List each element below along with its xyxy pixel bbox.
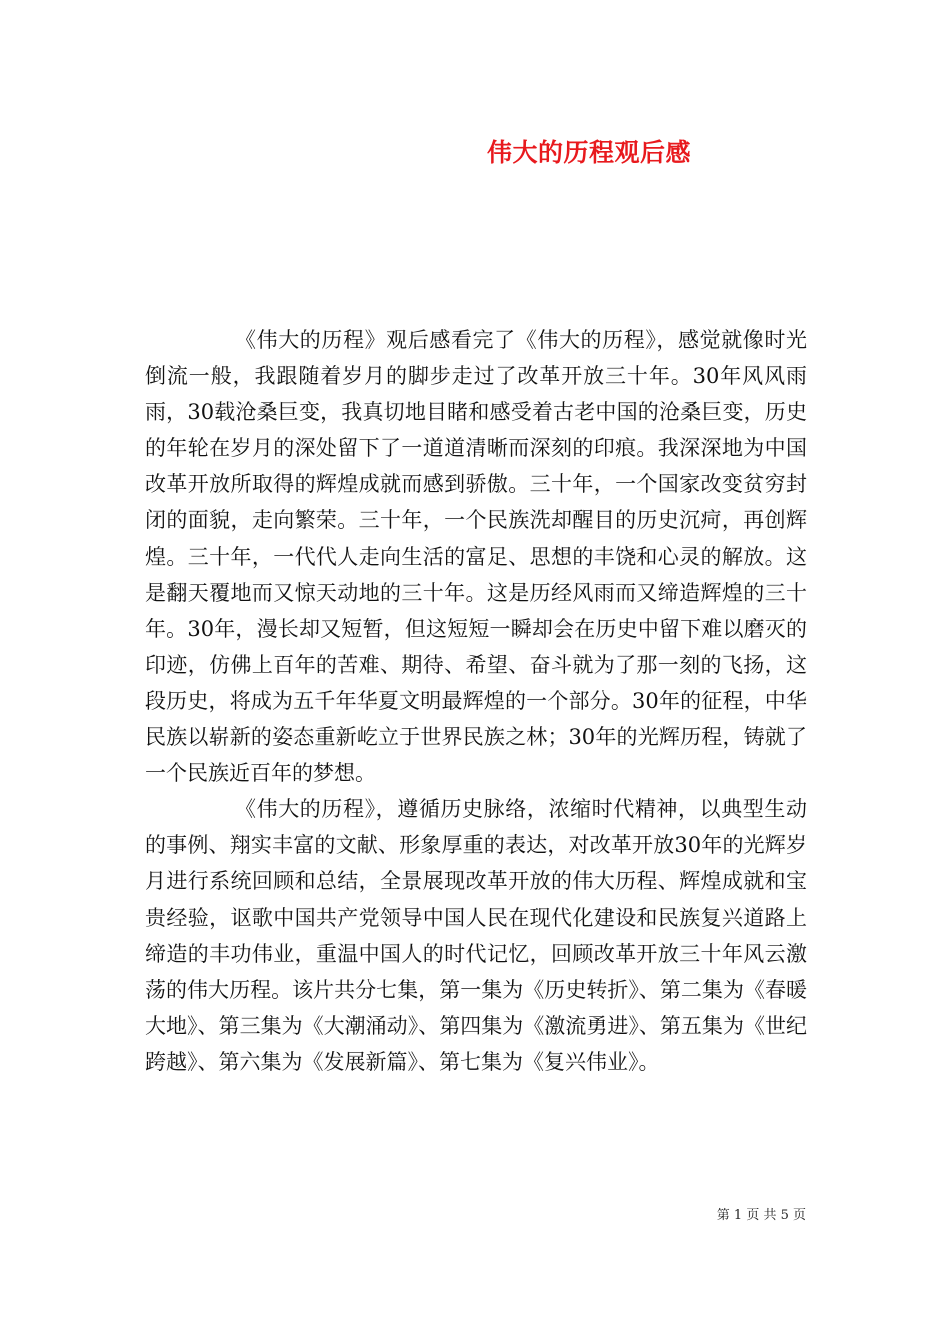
paragraph-2: 《伟大的历程》，遵循历史脉络，浓缩时代精神，以典型生动的事例、翔实丰富的文献、形象厚重的表达，对改革开放30年的光辉岁月进行系统回顾和总结，全景展现改革开放的伟大历程、辉煌成就和宝贵经验，讴歌中国共产党领导中国人民在现代化建设和民族复兴道路上缔造的丰功伟业，重温中国人的时代记忆，回顾改革开放三十年风云激荡的伟大历程。该片共分七集，第一集为《历史转折》、第二集为《春暖大地》、第三集为《大潮涌动》、第四集为《激流勇进》、第五集为《世纪跨越》、第六集为《发展新篇》、第七集为《复兴伟业》。 — [145, 797, 807, 1074]
paragraph-1: 《伟大的历程》观后感看完了《伟大的历程》，感觉就像时光倒流一般，我跟随着岁月的脚步走过了改革开放三十年。30年风风雨雨，30载沧桑巨变，我真切地目睹和感受着古老中国的沧桑巨变，历史的年轮在岁月的深处留下了一道道清晰而深刻的印痕。我深深地为中国改革开放所取得的辉煌成就而感到骄傲。三十年，一个国家改变贫穷封闭的面貌，走向繁荣。三十年，一个民族洗却醒目的历史沉疴，再创辉煌。三十年，一代代人走向生活的富足、思想的丰饶和心灵的解放。这是翻天覆地而又惊天动地的三十年。这是历经风雨而又缔造辉煌的三十年。30年，漫长却又短暂，但这短短一瞬却会在历史中留下难以磨灭的印迹，仿佛上百年的苦难、期待、希望、奋斗就为了那一刻的飞扬，这段历史，将成为五千年华夏文明最辉煌的一个部分。30年的征程，中华民族以崭新的姿态重新屹立于世界民族之林；30年的光辉历程，铸就了一个民族近百年的梦想。 — [145, 328, 807, 786]
page-number-footer — [600, 1204, 806, 1223]
page-number-label: 第 1 页 共 5 页 — [716, 1208, 806, 1223]
document-title: 伟大的历程观后感 — [486, 138, 691, 167]
document-body — [145, 322, 807, 1080]
